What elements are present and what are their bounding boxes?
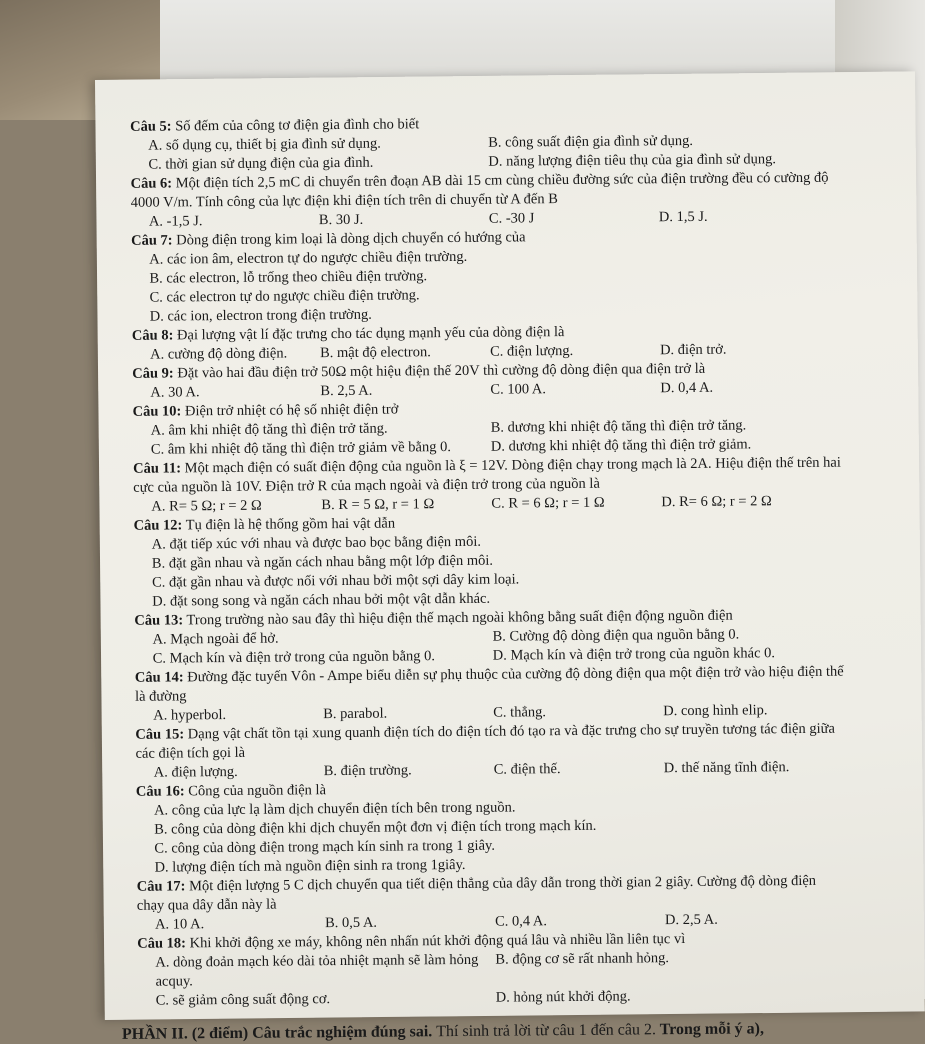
question-text: Đường đặc tuyến Vôn - Ampe biểu diễn sự phụ thuộc của cường độ dòng điện qua một điện trở vào hiệu điện thế là đường [134,663,844,705]
answer-option: A. dòng đoản mạch kéo dài tỏa nhiệt mạnh sẽ làm hỏng acquy. [155,951,479,990]
question-q17 [117,872,847,935]
answer-option: C. 0,4 A. [494,913,548,930]
question-number: Câu 11: [132,460,182,477]
question-number: Câu 8: [131,327,174,344]
answer-option: A. số dụng cụ, thiết bị gia đình sử dụng. [148,135,381,154]
question-stem [115,720,845,764]
answer-option: B. parabol. [323,705,388,723]
question-text: Một điện lượng 5 C dịch chuyển qua tiết diện thẳng của dây dẫn trong thời gian 2 giây. Cường độ dòng điện chạy qua dây dẫn này là [136,872,817,914]
question-text: Một điện tích 2,5 mC di chuyển trên đoạn AB dài 15 cm cùng chiều đường sức của điện trường đều có cường độ 4000 V/m. Tính công của lực điện khi điện tích trên di chuyển từ A đến B [130,169,829,211]
answer-option: B. dương khi nhiệt độ tăng thì điện trở tăng. [490,417,747,436]
question-number: Câu 16: [135,783,185,800]
answer-option: D. hỏng nút khởi động. [495,988,631,1006]
answer-option: D. lượng điện tích mà nguồn điện sinh ra trong 1giây. [154,856,466,876]
answer-option: A. -1,5 J. [148,213,203,230]
answer-option: B. động cơ sẽ rất nhanh hỏng. [495,950,670,968]
answer-option: A. Mạch ngoài để hở. [152,630,279,648]
question-number: Câu 7: [131,232,173,249]
question-q9 [112,359,842,403]
answer-option: C. các electron tự do ngược chiều điện trường. [149,287,420,306]
question-number: Câu 5: [130,118,172,135]
answer-option: A. công của lực lạ làm dịch chuyển điện tích bên trong nguồn. [153,799,516,819]
question-number: Câu 14: [134,669,184,686]
answer-option: B. 30 J. [318,211,364,229]
answer-option: A. 10 A. [154,916,205,933]
answer-option: D. 2,5 A. [664,911,718,929]
answer-option: B. đặt gần nhau và ngăn cách nhau bằng một lớp điện môi. [151,552,494,572]
answer-option: C. sẽ giảm công suất động cơ. [155,991,331,1009]
answer-option: D. đặt song song và ngăn cách nhau bởi một vật dẫn khác. [152,590,491,610]
question-q14 [115,663,845,726]
answer-option: C. R = 6 Ω; r = 1 Ω [491,494,605,512]
answer-option: A. 30 A. [150,384,200,401]
question-q8 [112,321,842,365]
answer-option: C. thẳng. [493,704,547,721]
answer-option: C. công của dòng điện trong mạch kín sinh ra trong 1 giây. [154,837,495,857]
answer-option: D. cong hình elip. [663,702,768,720]
question-q5 [110,112,840,175]
answer-option: A. điện lượng. [153,763,238,781]
question-text: Dòng điện trong kim loại là dòng dịch chuyển có hướng của [176,229,526,249]
question-text: Tụ điện là hệ thống gồm hai vật dẫn [185,515,396,534]
part-two-tail: Trong mỗi ý a), [659,1020,765,1039]
question-number: Câu 6: [130,175,173,192]
answer-option: D. R= 6 Ω; r = 2 Ω [661,493,772,511]
question-text: Đặt vào hai đầu điện trở 50Ω một hiệu điện thế 20V thì cường độ dòng điện qua điện trở là [177,360,706,382]
question-q7 [111,226,842,327]
answer-option: A. các ion âm, electron tự do ngược chiều điện trường. [149,248,468,268]
question-number: Câu 9: [132,365,174,382]
answer-option: A. R= 5 Ω; r = 2 Ω [151,497,262,515]
answer-option: D. điện trở. [659,341,727,359]
answer-option: C. -30 J [488,210,535,227]
answer-option: B. 2,5 A. [320,382,373,400]
answer-option: D. 1,5 J. [658,208,708,226]
question-number: Câu 10: [132,403,182,420]
answer-option: B. điện trường. [323,762,412,780]
question-q10 [112,397,842,460]
question-text: Công của nguồn điện là [188,782,327,800]
answer-option: C. đặt gần nhau và được nối với nhau bởi một sợi dây kim loại. [151,571,520,591]
question-stem [115,663,845,707]
answer-option: A. hyperbol. [153,707,227,724]
answer-option: B. 0,5 A. [324,914,378,932]
answer-option: B. mật độ electron. [319,344,431,362]
part-two-heading [118,1019,848,1044]
question-text: Dạng vật chất tồn tại xung quanh điện tích do điện tích đó tạo ra và đặc trưng cho sự truyền tương tác điện giữa các điện tích gọi là [135,720,835,762]
answer-option: A. đặt tiếp xúc với nhau và được bao bọc bằng điện môi. [151,533,482,553]
answer-option: A. âm khi nhiệt độ tăng thì điện trở tăng. [150,420,388,439]
answer-option: B. công suất điện gia đình sử dụng. [488,132,694,151]
answer-option: C. thời gian sử dụng điện của gia đình. [148,154,374,173]
question-q11 [113,454,843,517]
exam-content [110,112,848,1044]
question-number: Câu 13: [134,612,184,629]
answer-option: D. năng lượng điện tiêu thụ của gia đình sử dụng. [488,151,777,170]
question-q12 [113,511,844,612]
options-row [117,948,847,992]
question-text: Điện trở nhiệt có hệ số nhiệt điện trở [184,401,399,420]
answer-option: C. âm khi nhiệt độ tăng thì điện trở giảm về bằng 0. [150,439,452,458]
question-q15 [115,720,845,783]
answer-option: D. dương khi nhiệt độ tăng thì điện trở giảm. [490,436,752,455]
question-number: Câu 12: [133,517,183,534]
question-stem [110,169,840,213]
answer-option: D. thế năng tĩnh điện. [663,759,790,777]
answer-option: B. công của dòng điện khi dịch chuyển một đơn vị điện tích trong mạch kín. [154,817,597,838]
answer-option: C. điện thế. [493,761,561,778]
answer-option: C. 100 A. [490,381,547,398]
answer-option: D. các ion, electron trong điện trường. [149,306,372,325]
answer-option: A. cường độ dòng điện. [149,345,288,363]
question-q13 [114,606,844,669]
part-two-title: PHẦN II. (2 điểm) Câu trắc nghiệm đúng sai. [121,1023,433,1043]
question-text: Đại lượng vật lí đặc trưng cho tác dụng mạnh yếu của dòng điện là [176,324,565,344]
question-q16 [116,777,847,878]
answer-option: B. các electron, lỗ trống theo chiều điện trường. [149,268,428,287]
question-text: Khi khởi động xe máy, không nên nhấn nút khởi động quá lâu và nhiều lần liên tục vì [189,931,686,952]
answer-option: C. điện lượng. [489,342,574,360]
answer-option: D. 0,4 A. [660,379,714,397]
question-stem [113,454,843,498]
question-number: Câu 17: [136,878,186,895]
question-text: Trong trường nào sau đây thì hiệu điện thế mạch ngoài không bằng suất điện động nguồn điện [186,607,733,629]
answer-option: C. Mạch kín và điện trở trong của nguồn bằng 0. [152,648,436,667]
question-q6 [110,169,840,232]
answer-option: B. Cường độ dòng điện qua nguồn bằng 0. [492,626,740,645]
answer-option: D. Mạch kín và điện trở trong của nguồn khác 0. [492,645,776,664]
question-stem [117,872,847,916]
answer-option: B. R = 5 Ω, r = 1 Ω [321,496,435,514]
question-text: Số đếm của công tơ điện gia đình cho biết [175,116,420,135]
question-number: Câu 15: [135,726,185,743]
part-two-instruction: Thí sinh trả lời từ câu 1 đến câu 2. [436,1021,657,1041]
question-text: Một mạch điện có suất điện động của nguồn là ξ = 12V. Dòng điện chạy trong mạch là 2A. Hiệu điện thế trên hai cực của nguồn là 10V. Điện trở R của mạch ngoài và điện trở trong của nguồn là [133,454,841,496]
question-number: Câu 18: [137,935,187,952]
